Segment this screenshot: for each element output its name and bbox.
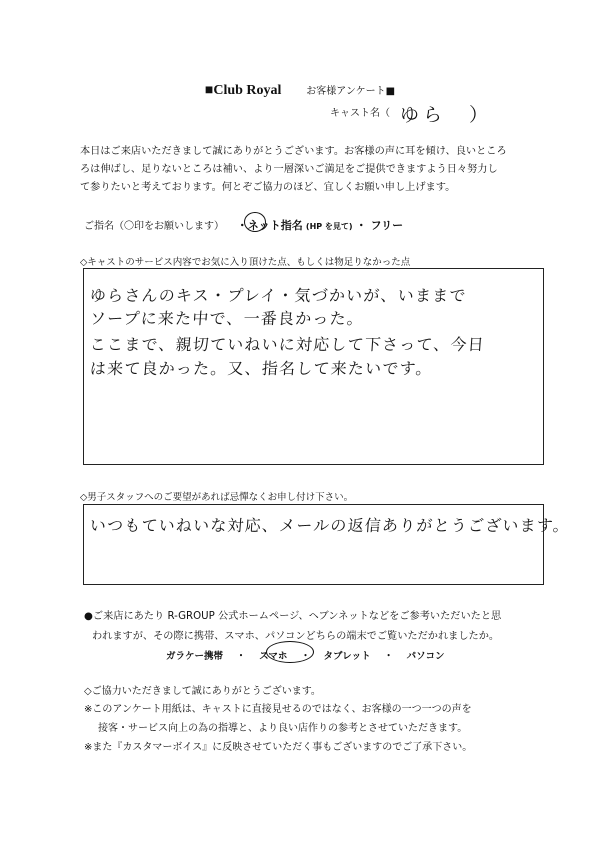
- intro-line: て参りたいと考えております。何とぞご協力のほど、宜しくお願い申し上げます。: [80, 182, 456, 193]
- answer1-line: ここまで、親切ていねいに対応して下さって、今日: [89, 335, 486, 354]
- footer-line: ※また『カスタマーボイス』に反映させていただく事もございますのでご了承下さい。: [84, 742, 473, 753]
- footer-line: 接客・サービス向上の為の指導と、より良い店作りの参考とさせていただきます。: [98, 723, 468, 734]
- nomination-option-net-note: (HP を見て): [305, 222, 353, 231]
- brand-name: ■Club Royal: [204, 83, 282, 98]
- question3-line: ●ご来店にあたり R-GROUP 公式ホームページ、ヘブンネットなどをご参考いただいたと思: [84, 611, 502, 622]
- nomination-option-free[interactable]: ・ フリー: [355, 219, 404, 232]
- question1-label: ◇キャストのサービス内容でお気に入り頂けた点、もしくは物足りなかった点: [80, 257, 411, 268]
- footer-line: ◇ご協力いただきまして誠にありがとうございます。: [84, 686, 321, 697]
- device-options[interactable]: ガラケー携帯 ・ スマホ ・ タブレット ・ パソコン: [166, 651, 445, 662]
- cast-name-handwritten: ゆら ）: [400, 104, 493, 126]
- answer2-line: いつもていねいな対応、メールの返信ありがとうございます。: [89, 516, 571, 535]
- answer1-line: は来て良かった。又、指名して来たいです。: [89, 359, 434, 378]
- answer1-line: ソープに来た中で、一番良かった。: [89, 309, 365, 328]
- question3-line: われますが、その際に携帯、スマホ、パソコンどちらの端末でご覧いただかれましたか。: [92, 631, 500, 642]
- intro-line: ろは伸ばし、足りないところは補い、より一層深いご満足をご提供できますよう日々努力し: [80, 164, 498, 175]
- nomination-option-net[interactable]: ・ネット指名: [236, 219, 303, 232]
- cast-name-label: キャスト名（: [330, 108, 390, 119]
- selection-circle: [266, 641, 314, 663]
- selection-circle: [244, 212, 266, 232]
- survey-label: お客様アンケート■: [306, 86, 396, 97]
- nomination-label: ご指名（〇印をお願いします）: [84, 221, 224, 232]
- footer-line: ※このアンケート用紙は、キャストに直接見せるのではなく、お客様の一つ一つの声を: [84, 704, 472, 715]
- intro-line: 本日はご来店いただきまして誠にありがとうございます。お客様の声に耳を傾け、良いところ: [80, 146, 507, 157]
- survey-title: [0, 82, 600, 99]
- intro-paragraph: [80, 143, 540, 197]
- question2-label: ◇男子スタッフへのご要望があれば忌憚なくお申し付け下さい。: [80, 492, 354, 503]
- answer1-line: ゆらさんのキス・プレイ・気づかいが、いままで: [89, 286, 468, 305]
